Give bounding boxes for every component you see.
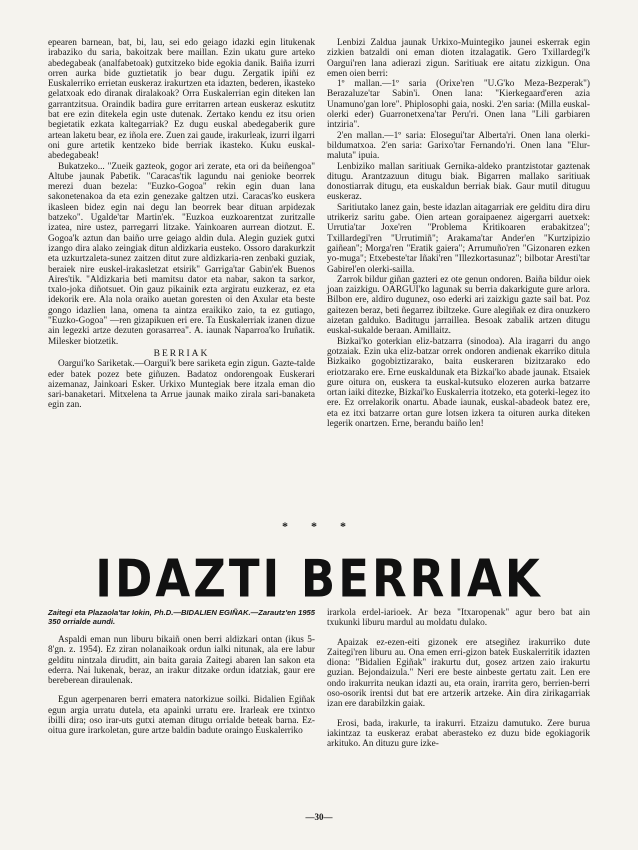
review-title: IDAZTI BERRIAK [95, 548, 543, 609]
review-right-paragraph-2: Apaizak ez-ezen-eiti gizonek ere atsegiñez irakurriko dute Zaitegi'ren liburu au. Ona emen erri-gizon batek Euskalerritik idazten diona: "Bidalien Egiñak" irakurtu dut, gosez artzen zaio irakurtu guzian. Bejondaizula." Neri ere beste ainbeste gertatu zait. Len ere ondo irakurrita neukan idazti au, eta orain, irarrita gero, berrien-berri oso-osorik irentsi dut bat ere artzerik artzeke. Ain dira zirikagarriak izan ere darabilzkin gaiak. [327, 637, 590, 710]
book-meta: Zaitegi eta Plazaola'tar Iokin, Ph.D.—BIDALIEN EGIÑAK.—Zarautz'en 1955 350 orrialde aundi. [48, 608, 315, 626]
right-paragraph-3: 2'en mallan.—1º saria: Elosegui'tar Alberta'ri. Onen lana olerki-bildumatxoa. 2'en saria: Garixo'tar Fernando'ri. Onen lana "Elur-maluta" ipuia. [327, 130, 590, 162]
section-separator: * * * [282, 519, 356, 533]
section-heading-berriak: BERRIAK [153, 348, 210, 359]
right-paragraph-6: Zarrok bildur giñan gazteri ez ote genun ondoren. Baiña bildur oiek joan zaizkigu. OARGUI'ko lagunak su berria dakarkigute gure arlora. Bilbon ere, aldiro dugunez, oso ederki ari zaizkigu gazte sail bat. Poz gaitezen beraz, beti ñegarrez ibiltzeke. Gure alegiñak ez dira onuzkero aizetan galduko. Baditugu jarraillea. Besoak zabalik artzen ditugu euskal-sukalde beraan. Amillaitz. [327, 274, 590, 337]
right-paragraph-4: Lenbiziko mallan saritiuak Gernika-aldeko prantzistotar gaztenak ditugu. Arantzazuun ditugu biak. Bigarren mallako saritiuak donostiarrak ditugu, eta euskaldun berriak biak. Gaur mutil dituguu euskeraz. [327, 161, 590, 203]
left-column [48, 38, 315, 411]
right-paragraph-5: Saritiutako lanez gain, beste idazlan aitagarriak ere gelditu dira diru utrikeriz saritu gabe. Oien artean goraipaenez aigergarri auetxek: Urrutia'tar Joxe'ren "Problema Kritikoaren erabakitzea"; Txillardegi'ren "Urrutimiñ"; Arakama'tar Ander'en "Kurtzipizio gaiñean"; Morga'ren "Eratik gaiera"; Arrumuño'ren "Gizonaren ezken yo-muga"; Etxebeste'tar Iñaki'ren "Illezkortasunaz"; bilbotar Aresti'tar Gabirel'en olerki-sailla. [327, 202, 590, 275]
review-left-column [48, 608, 315, 746]
review-right-paragraph-3: Erosi, bada, irakurle, ta irakurri. Etzaizu damutuko. Zere burua iakintzaz ta euskeraz erabat aberasteko ez duzu bide egokiagorik arkituko. An dituzu gure izke- [327, 718, 590, 750]
review-left-paragraph-1: Aspaldi eman nun liburu bikaiñ onen berri aldizkari ontan (ikus 5-8'gn. z. 1954). Ez ziran nolanaikoak ordun ialki nitunak, ala ere labur gelditu nintzala diruditt, ain baita garaia Zaitegi abaren lan sakon eta ederra. Nai lukenak, beraz, an irakur ditzake ordun idatziak, gaur ere bereberean diraulenak. [48, 635, 315, 687]
page-number: —30— [305, 812, 333, 822]
review-right-column [327, 608, 590, 759]
review-right-paragraph-1: irarkola erdel-iarioek. Ar beza "Itxaropenak" agur bero bat ain txukunki liburu mardul au moldatu dulako. [327, 608, 590, 629]
right-paragraph-7: Bizkai'ko goterkian eliz-batzarra (sinodoa). Ala iragarri du ango gotzaiak. Ezin uka eliz-batzar orrek ondoren andienak ekarriko ditula Bizkaiko gogobiztizarako, baita euskeraren bizitzarako edo eriotzarako ere. Erne euskaldunak eta Bizkai'ko abade jaunak. Etsaiek gure oitura on, euskera ta euskal-kutsuko elozeren aurka batzarre ortan iaiki ditezke, Bizkai'ko Euskalerria itotzeko, eta goterki-legez ito ere. Ez orrelakorik onartu. Abade iaunak, euskal-abadeok batez ere, eta ez itxi batzarre ortan gure lotsen izkera ta oituren aurka diteken legerik onartzen. Erne, berandu baiño len! [327, 336, 590, 429]
right-paragraph-2: 1º mallan.—1º saria (Orixe'ren "U.G'ko Meza-Bezperak") Berazaluze'tar Sabin'i. Onen lana: "Kierkegaard'eren azia Unamuno'gan lore". Phiplosophi gaia, noski. 2'en saria: (Milla euskal-olerki eder) Guarronetxena'tar Peru'ri. Onen lana "Lili garbiaren intziria". [327, 79, 590, 131]
right-column [327, 38, 590, 429]
left-section-paragraph: Oargui'ko Sariketak.—Oargui'k bere sariketa egin zigun. Gazte-talde eder batek pozez bete giñuzen. Badatoz ondorengoak Euskerari aizemanaz, Jainkoari Esker. Urkixo Muntegiak bere itzala eman dio sari-banaketari. Mitxelena ta Arrue jaunak maiko zirala sari-banaketa egin zan. [48, 359, 315, 411]
left-paragraph-2: Bukatzeko... "Zueik gazteok, gogor ari zerate, eta ori da beiñengoa" Altube jaunak Pabetik. "Caracas'tik lagundu nai genioke beorrek merezi duan bezela: "Euzko-Gogoa" rekin egin duan lana sakonetenakoa da eta ezin genezake galtzen utzi. Caracas'ko euskera ikasleen bidez egin nai degu lan beorrek bear dituan arpidezak batzeko". Ugalde'tar Martin'ek. "Euzkoa euzkoarentzat zuritzalle izatea, nire ustez, parregarri litzake. Yainkoaren aurrean diotzut. E. Gogoa'k aztun dan baiño urre geiago aldin dula. Alegin guziek gutxi izango dira alako zeingiak ditun aldizkaria eusteko. Ossoro darakurkzit eta uzkurtzaleta-sunez zaitzen ditut zure aldizkaria-ren zenbaki guziak, beraiek nire euskel-irakasletzat etsirik" Garriga'tar Gabin'ek Buenos Aires'tik. "Aldizkaria beti mamitsu dator eta nabar, sakon ta sarkor, txalo-joka diñotsuet. Oin gauz pikainik ezta argiratu euzkeraz, ez eta idekorik ere. Ala nola oraiko auetan goresten oi den Axular eta beste gongo idazlien lana, omena ta aintza eraikiko zaio, ta ez gutiago, "Euzko-Gogoa" —ren gizapikuen eri ere. Ta Euskalerriak izanen dizue ain legezki artze dezuten gorasarrea". A. iaunak Naparroa'ko Iruñatik. Milesker biotzetik. [48, 161, 315, 347]
review-left-paragraph-2: Egun agerpenaren berri ematera natorkizue soilki. Bidalien Egiñak egun argia urratu dutela, eta apainki urratu ere. Irarleak ere txintxo ibilli dira; oso irar-uts gutxi ateman ditugu orrialde beteak barna. Ez-oitua gure irarkoletan, gure artze baldin badute oraingo Euskalerriko [48, 695, 315, 737]
left-paragraph-1: epearen barnean, bat, bi, lau, sei edo geiago idazki egin litukenak irabaziko du saria, bakoitzak bere maillan. Ezin ukatu gure arteko abedegabeak (analfabetoak) gutxitzeko bide egokia danik. Baiña izurri orren aurka bide guztietatik jo bear dugu. Zergatik ipiñi ez Euskalerriko errietan euskeraz irakurtzen eta idazten, bederen, ikasteko gelatxoak edo diranak diralakoak? Orra Euskalerrian egin diteken lan garrantzitsua. Oraindik badira gure erritarren artean euskeraz eskutitz bat ere ezin ditekela egin uste dutenak. Zertako kendu ez itsu orien begietatik ezkata kaltegarriak? Ez dugu euskal abedegaberik gure artean laketu bear, ez iñola ere. Zuen zai gaude, irakurleak, izurri ilgarri oni gure artetik kentzeko bide berriak ikasteko. Kuku euskal-abedegabeak! [48, 38, 315, 162]
right-paragraph-1: Lenbizi Zaldua jaunak Urkixo-Muintegiko jaunei eskerrak egin zizkien batzaldi oni eman dioten itzalagatik. Gero Txillardegi'k Oargui'ren lana adierazi zigun. Saritiuak ere aitatu zizkigun. Ona emen oien berri: [327, 38, 590, 79]
